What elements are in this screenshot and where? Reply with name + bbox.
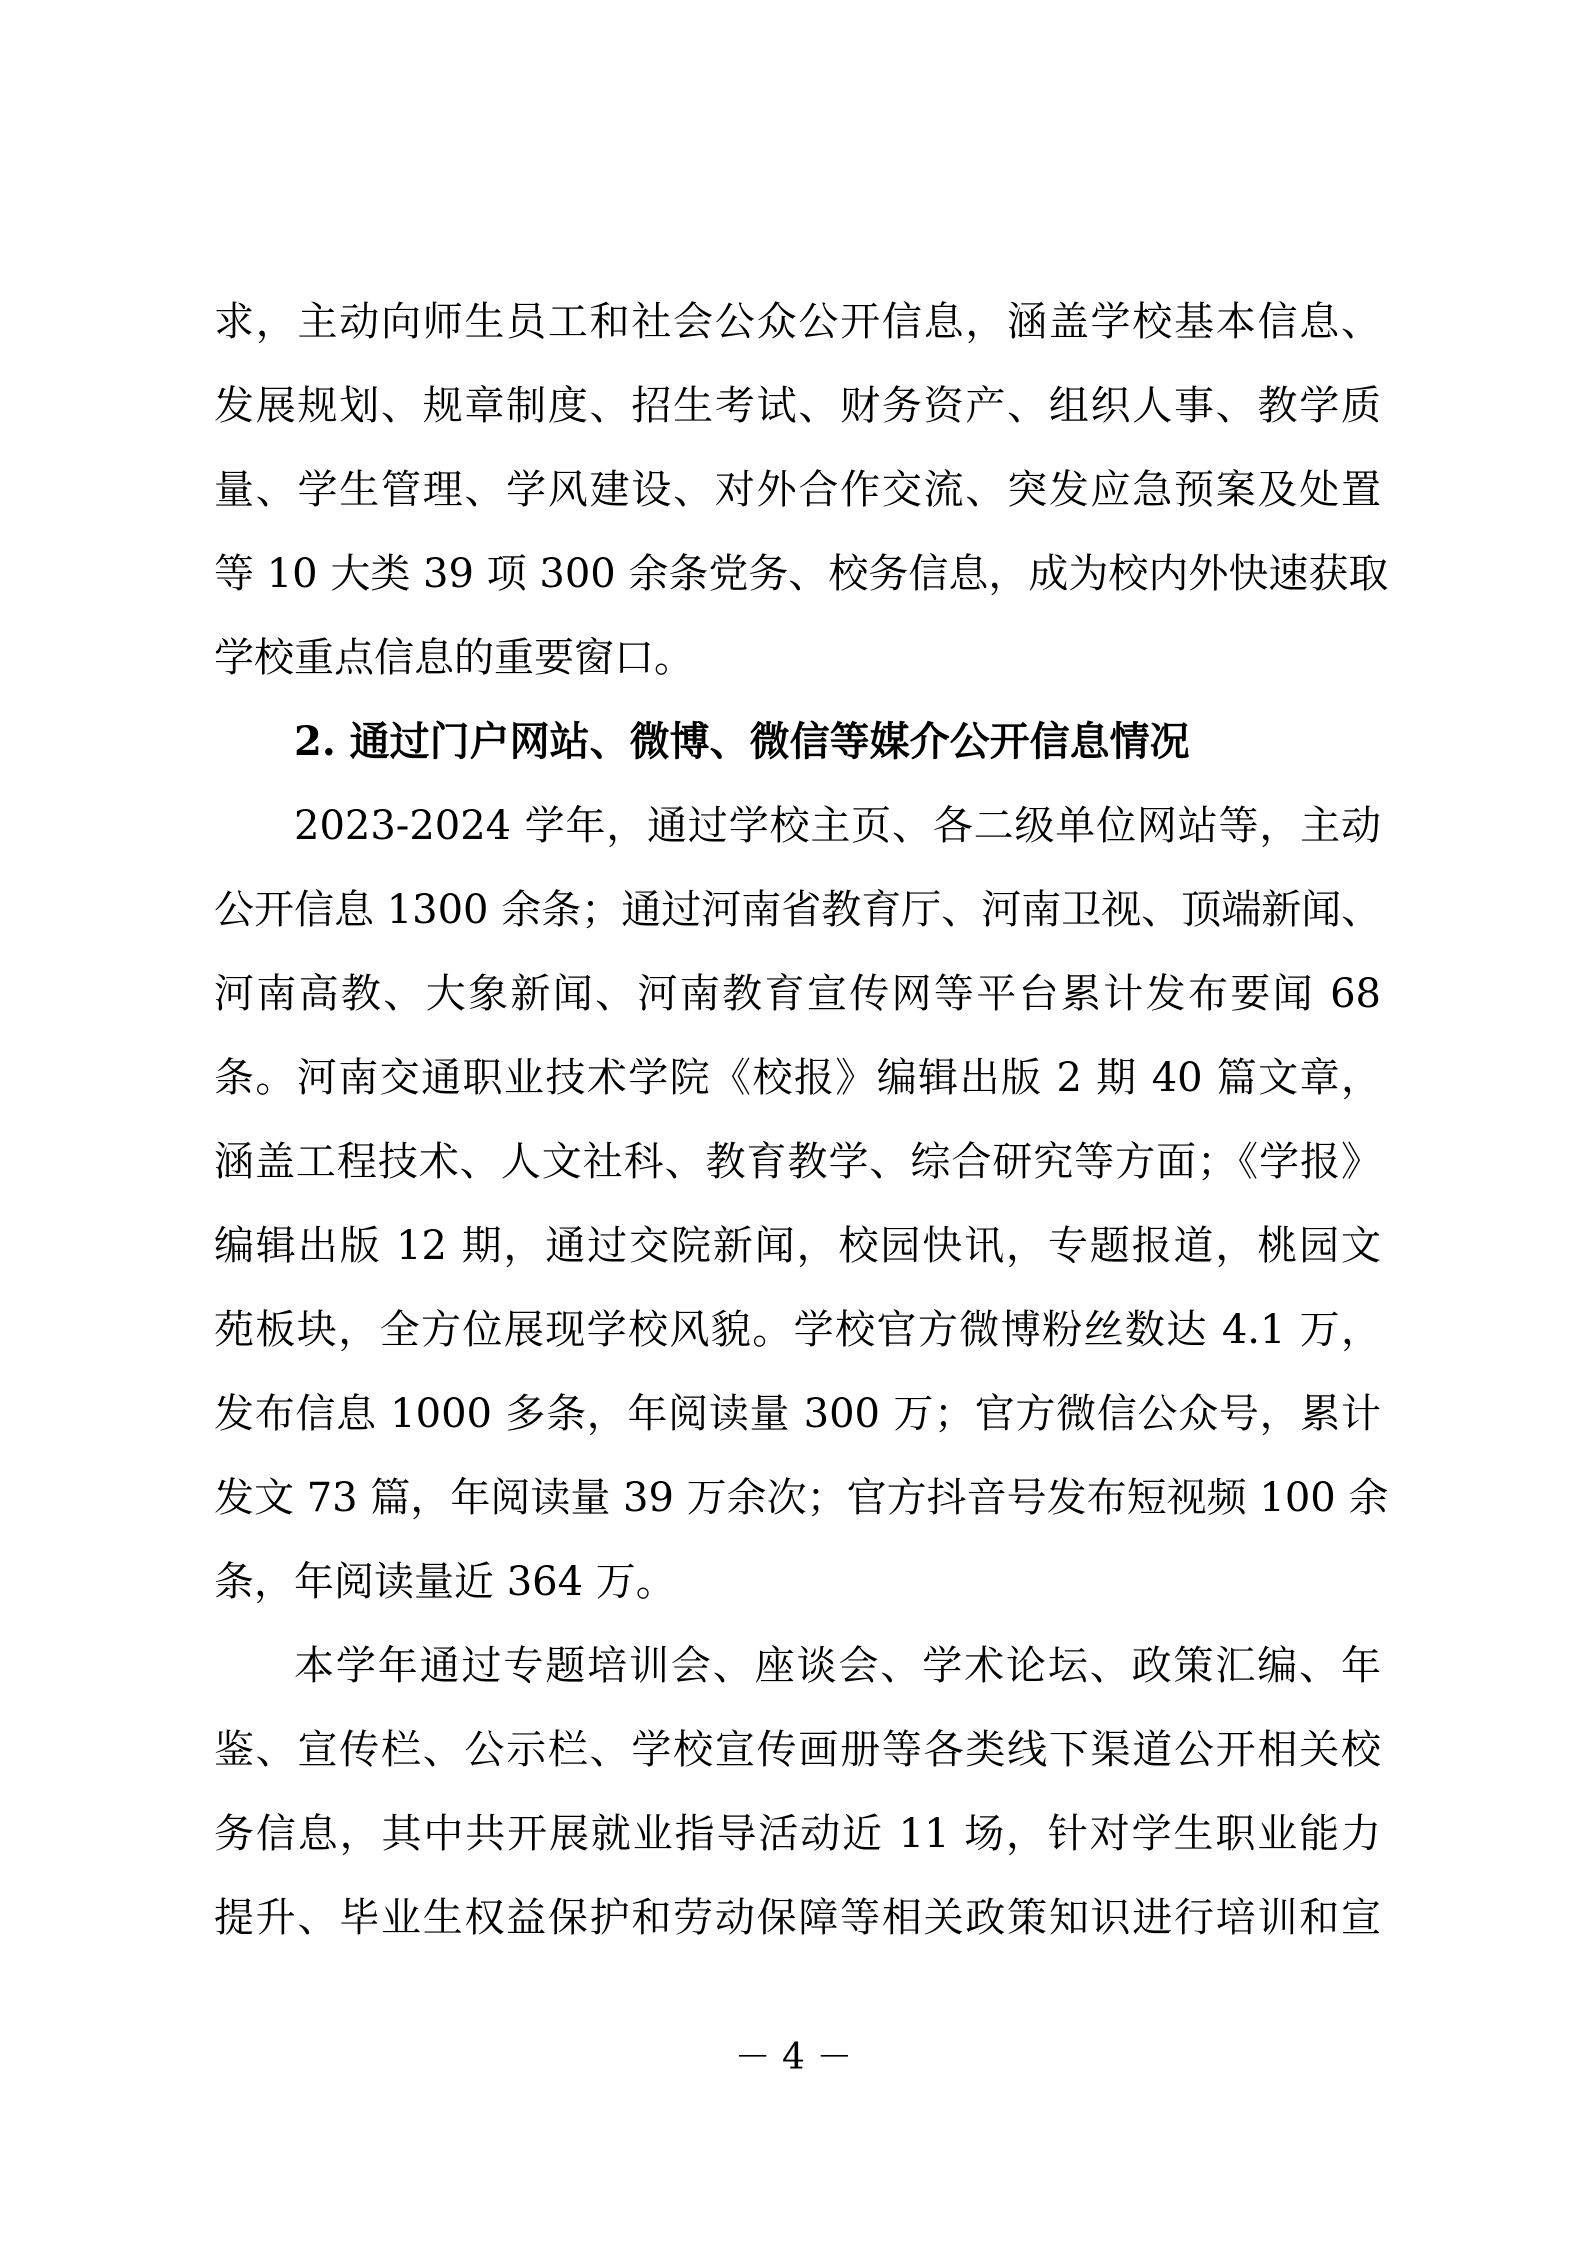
paragraph-line: 发布信息 1000 多条，年阅读量 300 万；官方微信公众号，累计	[214, 1391, 1381, 1437]
paragraph-line: 公开信息 1300 余条；通过河南省教育厅、河南卫视、顶端新闻、	[214, 887, 1382, 933]
paragraph-line: 鉴、宣传栏、公示栏、学校宣传画册等各类线下渠道公开相关校	[214, 1727, 1381, 1773]
paragraph-line: 提升、毕业生权益保护和劳动保障等相关政策知识进行培训和宣	[214, 1895, 1381, 1941]
paragraph-line: 学校重点信息的重要窗口。	[214, 635, 694, 681]
page-number: － 4 －	[734, 2037, 853, 2078]
paragraph-line: 务信息，其中共开展就业指导活动近 11 场，针对学生职业能力	[214, 1811, 1381, 1857]
paragraph-line: 条，年阅读量近 364 万。	[214, 1559, 676, 1605]
paragraph-line: 条。河南交通职业技术学院《校报》编辑出版 2 期 40 篇文章，	[214, 1055, 1381, 1101]
paragraph-line: 发文 73 篇，年阅读量 39 万余次；官方抖音号发布短视频 100 余	[214, 1475, 1389, 1521]
paragraph-line: 量、学生管理、学风建设、对外合作交流、突发应急预案及处置	[214, 467, 1381, 513]
paragraph-line: 河南高教、大象新闻、河南教育宣传网等平台累计发布要闻 68	[214, 971, 1381, 1017]
paragraph-line: 本学年通过专题培训会、座谈会、学术论坛、政策汇编、年	[294, 1643, 1381, 1689]
paragraph-line: 求，主动向师生员工和社会公众公开信息，涵盖学校基本信息、	[214, 299, 1381, 345]
paragraph-line: 涵盖工程技术、人文社科、教育教学、综合研究等方面；《学报》	[214, 1139, 1381, 1185]
paragraph-line: 发展规划、规章制度、招生考试、财务资产、组织人事、教学质	[214, 383, 1381, 429]
paragraph-line: 2023-2024 学年，通过学校主页、各二级单位网站等，主动	[294, 803, 1381, 849]
paragraph-line: 苑板块，全方位展现学校风貌。学校官方微博粉丝数达 4.1 万，	[214, 1307, 1381, 1353]
paragraph-line: 等 10 大类 39 项 300 余条党务、校务信息，成为校内外快速获取	[214, 551, 1389, 597]
section-heading: 2. 通过门户网站、微博、微信等媒介公开信息情况	[294, 718, 1190, 765]
paragraph-line: 编辑出版 12 期，通过交院新闻，校园快讯，专题报道，桃园文	[214, 1223, 1381, 1269]
